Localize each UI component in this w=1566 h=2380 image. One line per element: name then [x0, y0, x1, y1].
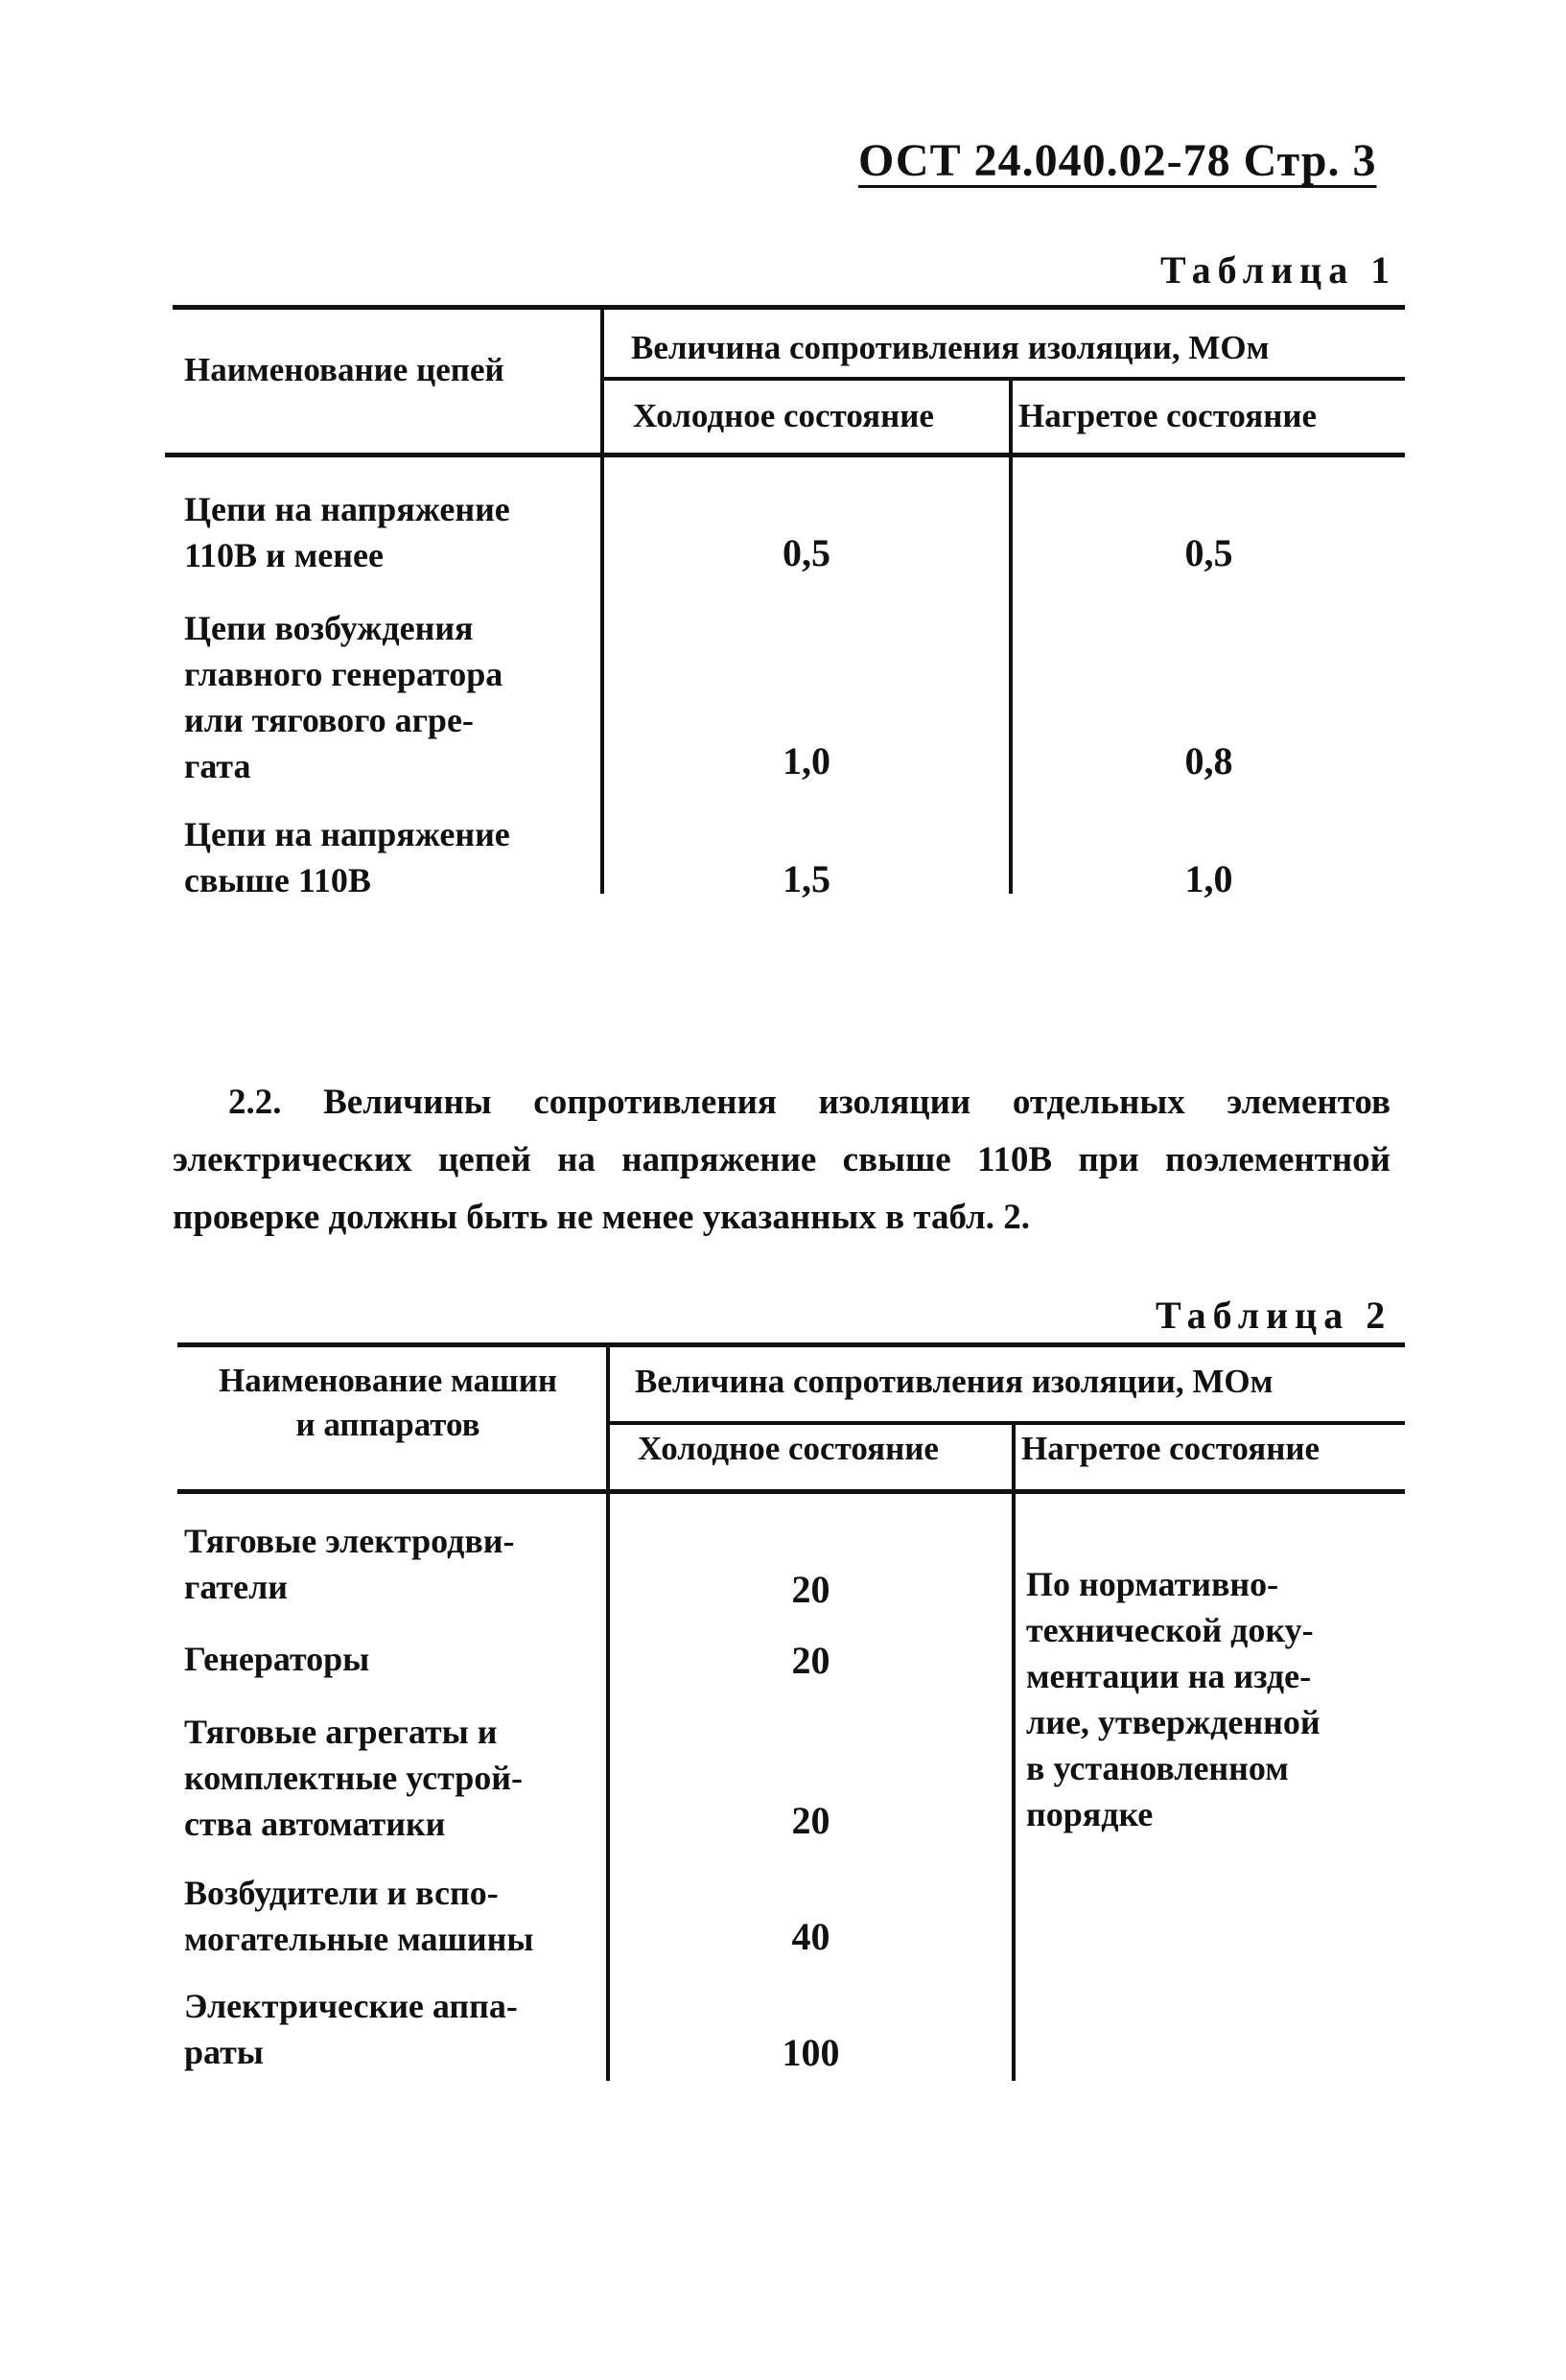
table2-row-1-name: Тяговые электродви- гатели	[184, 1522, 515, 1606]
table1-vline-2	[1009, 379, 1013, 894]
table1-row-1-name: Цепи на напряжение 110В и менее	[184, 490, 510, 574]
table1-row-3-name: Цепи на напряжение свыше 110В	[184, 815, 510, 899]
table1-col-name: Наименование цепей	[184, 351, 504, 388]
table1-row-3-hot: 1,0	[1184, 857, 1233, 900]
table1-row-3-cold: 1,5	[783, 857, 830, 900]
table2-vline-2	[1012, 1423, 1016, 2081]
table2-hot-note: По нормативно- технической доку- ментации на изде- лие, утвержденной в установленном порядке	[1026, 1565, 1321, 1833]
table2-row-5-name: Электрические аппа- раты	[184, 1987, 518, 2071]
table2-top-rule	[177, 1342, 1405, 1347]
paragraph-2-2: 2.2. Величины сопротивления изоляции отдельных элементов электрических цепей на напряжение свыше 110В при поэлементной проверке должны быть не менее указанных в табл. 2.	[173, 1083, 1391, 1237]
table1-row-2-name: Цепи возбуждения главного генератора или тягового агре- гата	[184, 609, 503, 785]
table2-vline-1	[606, 1344, 610, 2081]
table1-caption: Таблица 1	[1160, 248, 1397, 292]
table1-col-group: Величина сопротивления изоляции, МОм	[631, 329, 1270, 366]
table2-col-cold: Холодное состояние	[638, 1430, 939, 1467]
table1-top-rule	[173, 305, 1405, 310]
table1-group-rule	[602, 377, 1405, 381]
table2-caption: Таблица 2	[1156, 1294, 1392, 1337]
table1-row-1-cold: 0,5	[783, 531, 830, 574]
table1-row-2-cold: 1,0	[783, 739, 830, 782]
table2-col-hot: Нагретое состояние	[1021, 1430, 1321, 1467]
table1-header-rule	[165, 453, 1405, 457]
table1-col-cold: Холодное состояние	[633, 397, 934, 434]
page-header: ОСТ 24.040.02-78 Стр. 3	[858, 135, 1377, 186]
table1-row-1-hot: 0,5	[1184, 531, 1233, 574]
table1-vline-1	[600, 307, 604, 894]
table2-row-5-cold: 100	[782, 2031, 840, 2074]
table2-group-rule	[609, 1421, 1405, 1425]
table2-row-3-cold: 20	[791, 1799, 830, 1842]
table1-col-hot: Нагретое состояние	[1018, 397, 1318, 434]
table2-row-2-cold: 20	[791, 1639, 830, 1682]
table2-row-4-cold: 40	[791, 1915, 830, 1958]
table2-row-1-cold: 20	[791, 1568, 830, 1611]
table2-col-name: Наименование машин и аппаратов	[218, 1362, 558, 1443]
table2-row-2-name: Генераторы	[184, 1640, 370, 1678]
table2-row-4-name: Возбудители и вспо- могательные машины	[184, 1874, 534, 1958]
table2-header-rule	[177, 1489, 1405, 1494]
table2-col-group: Величина сопротивления изоляции, МОм	[635, 1363, 1274, 1400]
table2-row-3-name: Тяговые агрегаты и комплектные устрой- ства автоматики	[184, 1713, 524, 1843]
table1-row-2-hot: 0,8	[1184, 739, 1233, 782]
